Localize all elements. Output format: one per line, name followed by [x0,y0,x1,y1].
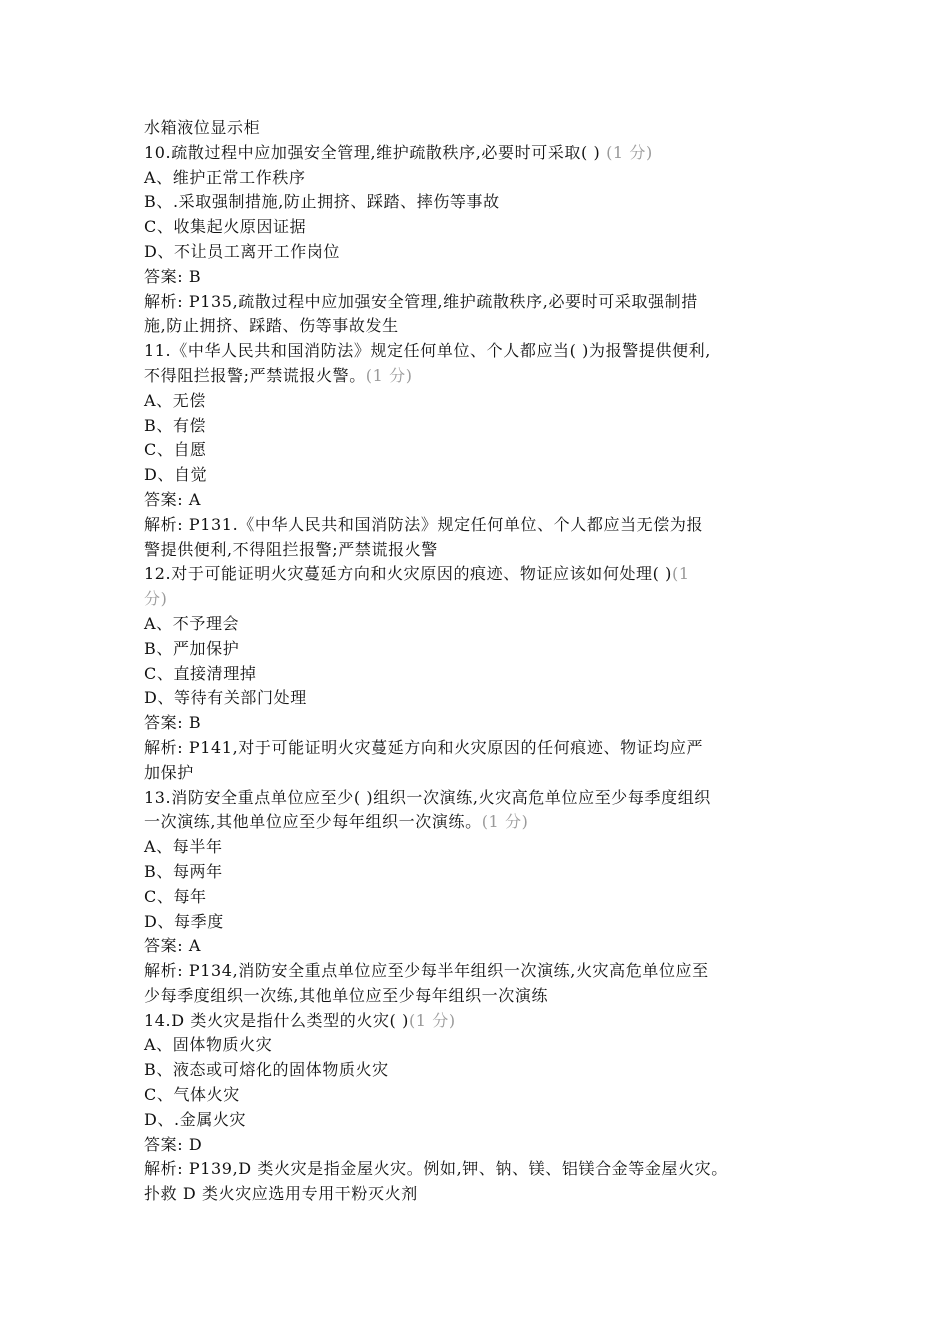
option-a: A、不予理会 [144,613,240,633]
option-d: D、.金属火灾 [144,1109,247,1129]
question-stem-text: 不得阻拦报警;严禁谎报火警。 [144,365,366,385]
option-c: C、自愿 [144,440,207,460]
answer: 答案: B [144,713,202,733]
option-b: B、严加保护 [144,638,240,658]
option-a: A、固体物质火灾 [144,1035,273,1055]
question-stem-text: 12.对于可能证明火灾蔓延方向和火灾原因的痕迹、物证应该如何处理( ) [144,564,673,584]
option-c: C、气体火灾 [144,1085,240,1105]
option-d: D、每季度 [144,911,224,931]
analysis-line: 施,防止拥挤、踩踏、伤等事故发生 [144,316,399,336]
option-b: B、液态或可熔化的固体物质火灾 [144,1060,389,1080]
document-page [144,116,824,1207]
question-12 [144,562,824,785]
question-stem: 11.《中华人民共和国消防法》规定任何单位、个人都应当( )为报警提供便利, [144,341,711,361]
analysis-line: 解析: P141,对于可能证明火灾蔓延方向和火灾原因的任何痕迹、物证均应严 [144,737,704,757]
question-score: (1 分) [606,142,653,162]
option-d: D、不让员工离开工作岗位 [144,241,341,261]
question-score: (1 分) [365,365,413,385]
question-stem-text: 10.疏散过程中应加强安全管理,维护疏散秩序,必要时可采取( ) [144,142,601,162]
analysis-line: 少每季度组织一次练,其他单位应至少每年组织一次演练 [144,985,549,1005]
option-d: D、自觉 [144,465,208,485]
answer: 答案: D [144,1134,203,1154]
question-10 [144,141,824,339]
question-stem-text: 一次演练,其他单位应至少每年组织一次演练。 [144,812,482,832]
answer: 答案: B [144,266,202,286]
option-a: A、每半年 [144,837,223,857]
question-stem [144,1009,824,1034]
analysis-line: 警提供便利,不得阻拦报警;严禁谎报火警 [144,539,438,559]
question-13 [144,786,824,1009]
option-c: C、直接清理掉 [144,663,257,683]
question-stem [144,141,824,166]
option-c: C、每年 [144,886,207,906]
analysis-line: 加保护 [144,762,194,782]
option-c: C、收集起火原因证据 [144,217,307,237]
option-b: B、每两年 [144,861,223,881]
question-score: (1 分) [408,1010,456,1030]
question-stem [144,364,824,389]
option-a: A、无偿 [144,390,206,410]
question-score-tail: 分) [144,589,168,609]
question-stem: 13.消防安全重点单位应至少( )组织一次演练,火灾高危单位应至少每季度组织 [144,787,711,807]
question-stem-text: 14.D 类火灾是指什么类型的火灾( ) [144,1010,409,1030]
option-b: B、有偿 [144,415,207,435]
answer: 答案: A [144,936,202,956]
option-b: B、.采取强制措施,防止拥挤、踩踏、摔伤等事故 [144,192,500,212]
header-line: 水箱液位显示柜 [144,118,261,137]
question-11 [144,339,824,562]
analysis-line: 解析: P134,消防安全重点单位应至少每半年组织一次演练,火灾高危单位应至 [144,961,709,981]
analysis-line: 扑救 D 类火灾应选用专用干粉灭火剂 [144,1184,418,1204]
question-14 [144,1009,824,1207]
analysis-line: 解析: P135,疏散过程中应加强安全管理,维护疏散秩序,必要时可采取强制措 [144,291,698,311]
analysis-line: 解析: P139,D 类火灾是指金屋火灾。例如,钾、钠、镁、铝镁合金等金屋火灾。 [144,1159,728,1179]
question-stem [144,562,824,587]
analysis-line: 解析: P131.《中华人民共和国消防法》规定任何单位、个人都应当无偿为报 [144,514,704,534]
option-a: A、维护正常工作秩序 [144,167,306,187]
question-stem [144,810,824,835]
option-d: D、等待有关部门处理 [144,688,307,708]
answer: 答案: A [144,489,202,509]
question-score: (1 [672,564,690,584]
question-score: (1 分) [481,812,529,832]
